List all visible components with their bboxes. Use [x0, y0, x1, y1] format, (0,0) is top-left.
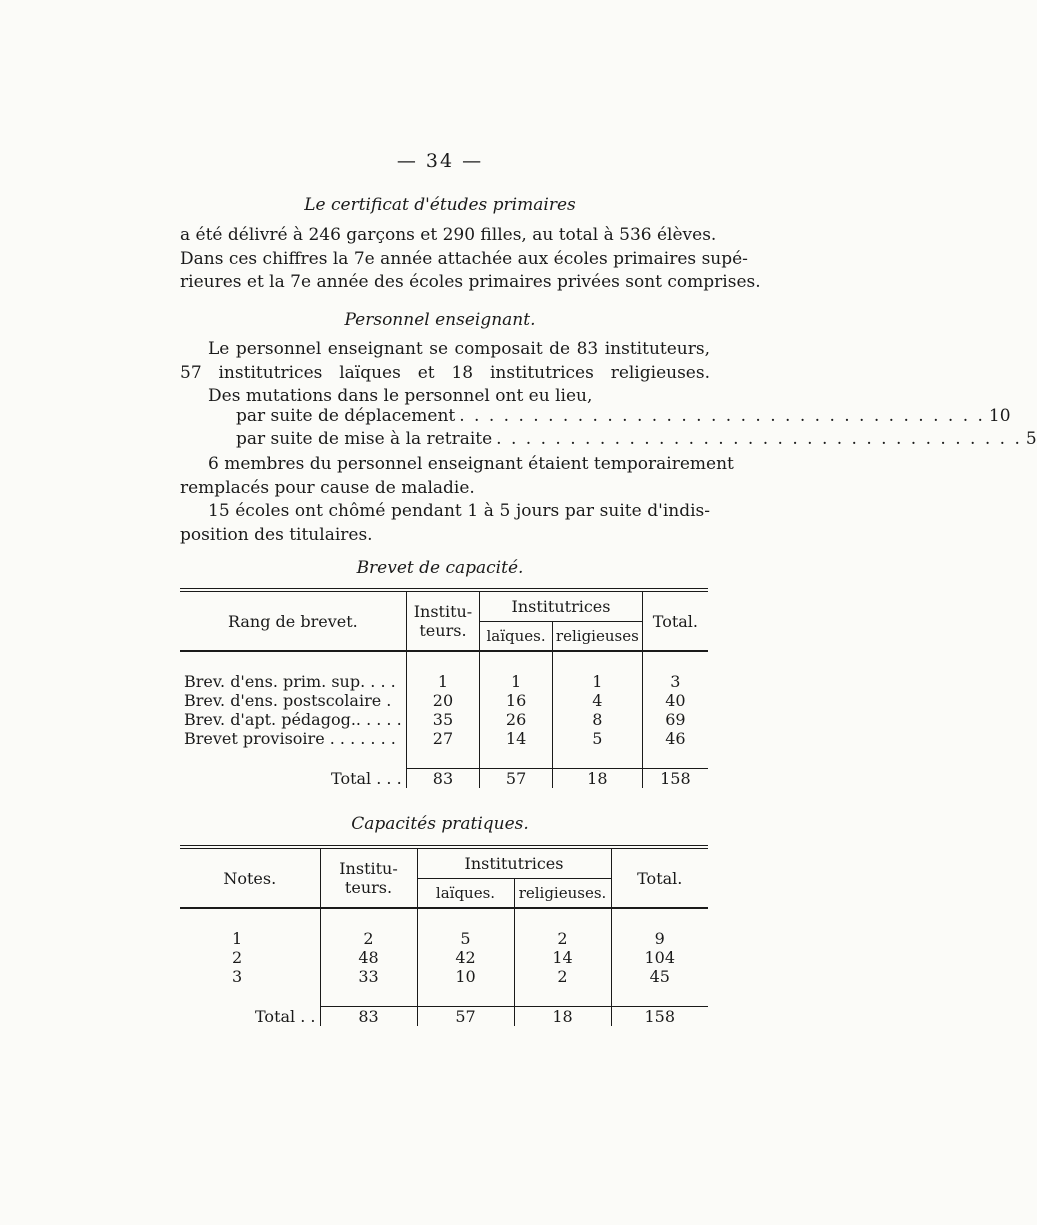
col-header-rang: Rang de brevet. — [180, 590, 406, 651]
cell-religieuses: 18 — [514, 1007, 611, 1027]
text-line: position des titulaires. — [180, 524, 373, 545]
cell-religieuses: 2 — [514, 929, 611, 948]
cell-laiques: 1 — [480, 672, 553, 691]
cell-total: 46 — [642, 729, 708, 748]
cell-laiques: 10 — [417, 967, 514, 986]
text-line: Le personnel enseignant se composait de 83 instituteurs, — [208, 339, 710, 359]
cell-total: 40 — [642, 691, 708, 710]
text-line: Des mutations dans le personnel ont eu lieu, — [208, 386, 593, 406]
cell-total: 104 — [611, 948, 708, 967]
cell-laiques: 57 — [417, 1007, 514, 1027]
table-row — [180, 672, 708, 691]
table-row — [180, 691, 708, 710]
cell-religieuses: 18 — [552, 769, 642, 789]
cell-instituteurs: 2 — [320, 929, 417, 948]
cell-total: 158 — [611, 1007, 708, 1027]
capacites-table — [180, 845, 708, 1026]
certificat-paragraph — [180, 224, 761, 295]
mutation-row — [236, 429, 1037, 452]
cell-total: 69 — [642, 710, 708, 729]
col-header-institutrices: Institutrices — [480, 590, 643, 622]
col-header-institutrices: Institutrices — [417, 847, 611, 879]
total-row — [180, 1007, 708, 1027]
col-header-total: Total. — [611, 847, 708, 908]
cell-laiques: 5 — [417, 929, 514, 948]
mutation-value: 10 — [988, 406, 1011, 426]
cell-instituteurs: 35 — [406, 710, 480, 729]
table-row — [180, 929, 708, 948]
cell-laiques: 57 — [480, 769, 553, 789]
col-header-religieuses: religieuses. — [514, 879, 611, 908]
cell-instituteurs: 83 — [320, 1007, 417, 1027]
col-header-laiques: laïques. — [480, 622, 553, 651]
cell-laiques: 42 — [417, 948, 514, 967]
col-header-religieuses: religieuses — [552, 622, 642, 651]
table-row — [180, 710, 708, 729]
page-number: — 34 — — [396, 150, 484, 172]
certificat-heading: Le certificat d'études primaires — [304, 195, 576, 215]
cell-total: 3 — [642, 672, 708, 691]
leader-dots: . . . . . . . . . . . . . . . . . . . . . . . . . . . . . . . . . . . . — [459, 406, 985, 426]
cell-instituteurs: 48 — [320, 948, 417, 967]
col-header-laiques: laïques. — [417, 879, 514, 908]
text-line: 15 écoles ont chômé pendant 1 à 5 jours par suite d'indis- — [208, 501, 710, 521]
cell-religieuses: 8 — [552, 710, 642, 729]
row-label: 1 — [232, 929, 243, 948]
cell-laiques: 14 — [480, 729, 553, 748]
cell-instituteurs: 20 — [406, 691, 480, 710]
total-label: Total . . — [255, 1006, 316, 1026]
leader-dots: . . . . . . . . . . . . . . . . . . . . . . . . . . . . . . . . . . . . — [496, 429, 1022, 449]
personnel-heading: Personnel enseignant. — [344, 310, 536, 330]
cell-instituteurs: 27 — [406, 729, 480, 748]
row-label: Brev. d'ens. prim. sup. . . . — [184, 672, 396, 691]
col-header-notes: Notes. — [180, 847, 320, 908]
cell-religieuses: 4 — [552, 691, 642, 710]
cell-religieuses: 14 — [514, 948, 611, 967]
text-line: Dans ces chiffres la 7e année attachée aux écoles primaires supé- — [180, 248, 748, 269]
text-line: 6 membres du personnel enseignant étaient temporairement — [208, 454, 734, 474]
capacites-heading: Capacités pratiques. — [351, 814, 529, 834]
personnel-paragraph-2 — [180, 453, 734, 547]
mutation-label: par suite de mise à la retraite — [236, 429, 493, 449]
cell-total: 9 — [611, 929, 708, 948]
row-label: Brev. d'apt. pédagog.. . . . . — [184, 710, 402, 729]
table-row — [180, 967, 708, 986]
col-header-total: Total. — [642, 590, 708, 651]
mutation-value: 5 — [1025, 429, 1037, 449]
personnel-paragraph — [180, 338, 710, 409]
text-line: rieures et la 7e année des écoles primaires privées sont comprises. — [180, 272, 761, 292]
cell-laiques: 26 — [480, 710, 553, 729]
brevet-table — [180, 588, 708, 788]
cell-religieuses: 1 — [552, 672, 642, 691]
total-row — [180, 769, 708, 789]
cell-instituteurs: 1 — [406, 672, 480, 691]
row-label: 2 — [232, 948, 243, 967]
cell-instituteurs: 83 — [406, 769, 480, 789]
row-label: Brev. d'ens. postscolaire . — [184, 691, 392, 710]
cell-total: 45 — [611, 967, 708, 986]
cell-laiques: 16 — [480, 691, 553, 710]
mutation-label: par suite de déplacement — [236, 406, 456, 426]
text-line: 57 institutrices laïques et 18 institutrices religieuses. — [180, 362, 710, 383]
mutation-row — [236, 406, 1011, 429]
total-label: Total . . . — [331, 768, 402, 788]
row-label: Brevet provisoire . . . . . . . — [184, 729, 396, 748]
table-row — [180, 948, 708, 967]
text-line: a été délivré à 246 garçons et 290 filles, au total à 536 élèves. — [180, 225, 717, 245]
table-row — [180, 729, 708, 748]
cell-religieuses: 5 — [552, 729, 642, 748]
cell-religieuses: 2 — [514, 967, 611, 986]
cell-instituteurs: 33 — [320, 967, 417, 986]
col-header-instituteurs: Institu- teurs. — [320, 847, 417, 908]
row-label: 3 — [232, 967, 243, 986]
brevet-heading: Brevet de capacité. — [356, 558, 524, 578]
cell-total: 158 — [642, 769, 708, 789]
text-line: remplacés pour cause de maladie. — [180, 477, 475, 498]
col-header-instituteurs: Institu- teurs. — [406, 590, 480, 651]
